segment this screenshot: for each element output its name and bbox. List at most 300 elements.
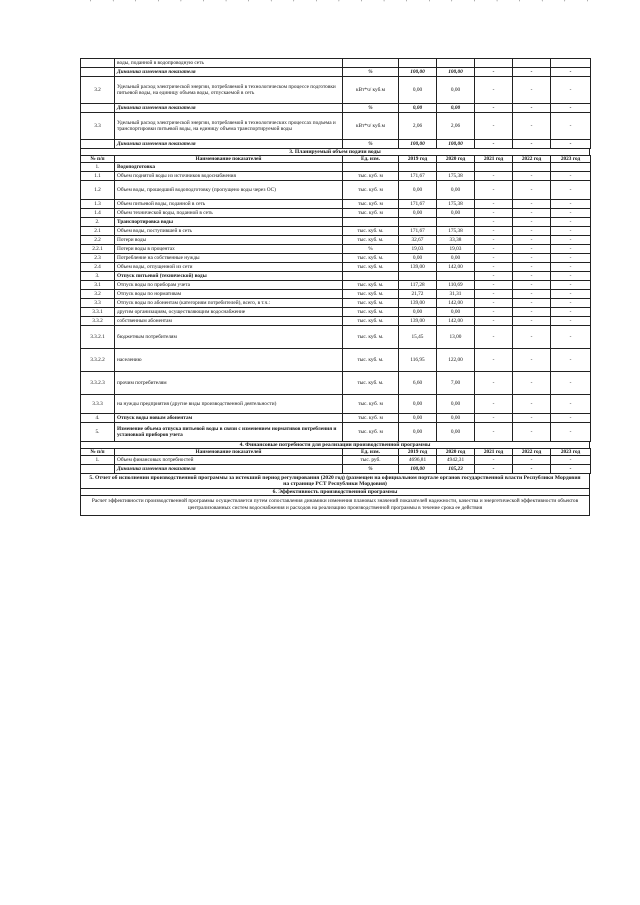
row-number: 3.3.2 [81,317,115,326]
row-name: Объем воды, прошедший водоподготовку (пропущено воды через ОС) [115,181,343,200]
row-name: Потери воды [115,236,343,245]
value-2019: 6,60 [399,372,437,395]
row-number: 3.3 [81,113,115,140]
value-2020: 13,00 [437,326,475,349]
row-unit: кВт*ч/ куб.м [343,113,399,140]
value-2019: 15,45 [399,326,437,349]
row-unit [343,218,399,227]
table-row [81,172,591,181]
row-number [81,104,115,113]
row-name: Отпуск воды по приборам учета [115,281,343,290]
row-unit: тыс. куб. м. [343,317,399,326]
top-indicators-table [80,58,591,149]
row-name: Транспортировка воды [115,218,343,227]
row-unit: тыс. куб. м. [343,308,399,317]
value-2021: - [475,140,513,149]
table-row [81,200,591,209]
value-2023: - [551,299,591,308]
value-2023: - [551,77,591,104]
value-2019: 0,00 [399,395,437,414]
value-2022 [513,59,551,68]
table-row [81,236,591,245]
table-header-row [81,449,591,456]
value-2022: - [513,254,551,263]
value-2022: - [513,68,551,77]
value-2023: - [551,263,591,272]
value-2021: - [475,245,513,254]
table-row [81,423,591,442]
row-name: Удельный расход электрической энергии, потребляемой в технологических процессах подъема и транспортировки питьевой воды, на единицу объема транспортируемой воды [115,113,343,140]
value-2022: - [513,465,551,474]
header-n: № п/п [81,449,115,456]
value-2020: 142,00 [437,299,475,308]
value-2019 [399,218,437,227]
header-2021: 2021 год [475,156,513,163]
row-number: 1. [81,456,115,465]
value-2019: 4696,81 [399,456,437,465]
value-2021 [475,163,513,172]
header-2020: 2020 год [437,156,475,163]
header-2020: 2020 год [437,449,475,456]
value-2019: 171,67 [399,227,437,236]
value-2020: 0,00 [437,181,475,200]
value-2023: - [551,140,591,149]
row-number: 4. [81,414,115,423]
planned-water-supply-table [80,155,591,442]
row-unit: тыс. куб. м. [343,299,399,308]
header-2023: 2023 год [551,449,591,456]
value-2019: 0,00 [399,308,437,317]
row-name: Отпуск воды по нормативам [115,290,343,299]
row-unit: тыс. куб. м. [343,254,399,263]
value-2021: - [475,414,513,423]
value-2022: - [513,77,551,104]
value-2019: 21,72 [399,290,437,299]
value-2020: 175,38 [437,227,475,236]
value-2019: 2,06 [399,113,437,140]
row-number: 3. [81,272,115,281]
row-unit: тыс. куб. м [343,181,399,200]
table-row [81,68,591,77]
row-name: Отпуск питьевой (технической) воды [115,272,343,281]
row-number: 3.2 [81,77,115,104]
row-unit: кВт*ч/ куб.м [343,77,399,104]
value-2023: - [551,423,591,442]
table-row [81,209,591,218]
value-2021: - [475,326,513,349]
value-2021: - [475,290,513,299]
table-row [81,317,591,326]
row-unit: % [343,465,399,474]
value-2023 [551,59,591,68]
row-number: 2. [81,218,115,227]
header-unit: Ед. изм. [343,156,399,163]
row-unit [343,59,399,68]
row-name: другим организациям, осуществляющим водоснабжение [115,308,343,317]
value-2019 [399,59,437,68]
header-2022: 2022 год [513,449,551,456]
value-2019: 100,00 [399,465,437,474]
row-number: 2.4 [81,263,115,272]
table-row [81,59,591,68]
value-2023: - [551,104,591,113]
value-2020: 175,38 [437,172,475,181]
row-name: Объем финансовых потребностей [115,456,343,465]
row-number: 1.3 [81,200,115,209]
value-2023: - [551,113,591,140]
header-2023: 2023 год [551,156,591,163]
value-2022: - [513,236,551,245]
value-2020: 0,00 [437,77,475,104]
value-2021: - [475,77,513,104]
value-2023: - [551,308,591,317]
row-number: 3.3 [81,299,115,308]
value-2020 [437,272,475,281]
value-2020: 31,31 [437,290,475,299]
value-2021: - [475,236,513,245]
value-2022: - [513,423,551,442]
value-2021: - [475,227,513,236]
value-2023: - [551,227,591,236]
row-unit: тыс. куб. м. [343,236,399,245]
row-name: Потребление на собственные нужды [115,254,343,263]
row-unit: тыс. руб. [343,456,399,465]
value-2021: - [475,372,513,395]
value-2020: 142,00 [437,317,475,326]
value-2020: 100,00 [437,140,475,149]
value-2022: - [513,414,551,423]
table-row [81,465,591,474]
row-unit: тыс. куб. м [343,200,399,209]
value-2020: 100,00 [437,68,475,77]
value-2019: 0,00 [399,181,437,200]
value-2020: 0,00 [437,104,475,113]
header-2022: 2022 год [513,156,551,163]
value-2022: - [513,395,551,414]
row-unit: тыс. куб. м. [343,281,399,290]
value-2023: - [551,290,591,299]
value-2023: - [551,395,591,414]
value-2023: - [551,254,591,263]
value-2022: - [513,349,551,372]
header-n: № п/п [81,156,115,163]
value-2021: - [475,104,513,113]
value-2019: 171,67 [399,200,437,209]
header-2019: 2019 год [399,156,437,163]
row-name: Объем воды, поступившей в сеть [115,227,343,236]
value-2022: - [513,227,551,236]
row-unit: тыс. куб. м [343,414,399,423]
document-sheet [80,58,590,516]
value-2019: 139,00 [399,263,437,272]
value-2019 [399,272,437,281]
row-number: 2.2.1 [81,245,115,254]
row-number [81,140,115,149]
value-2023: - [551,209,591,218]
value-2022: - [513,456,551,465]
value-2023: - [551,326,591,349]
value-2021: - [475,281,513,290]
row-name: Объем воды, отпущенной из сети [115,263,343,272]
row-unit [343,272,399,281]
row-name: Динамика изменения показателя [115,104,343,113]
row-unit: тыс. куб. м. [343,326,399,349]
value-2022: - [513,172,551,181]
value-2023: - [551,218,591,227]
row-name: Водоподготовка [115,163,343,172]
header-2019: 2019 год [399,449,437,456]
row-name: бюджетным потребителям [115,326,343,349]
value-2023: - [551,317,591,326]
value-2022: - [513,113,551,140]
row-number: 3.3.2.3 [81,372,115,395]
table-row [81,245,591,254]
value-2019: 117,28 [399,281,437,290]
value-2020: 19,03 [437,245,475,254]
row-number: 3.3.1 [81,308,115,317]
value-2020: 4942,31 [437,456,475,465]
row-name: Удельный расход электрической энергии, потребляемой в технологическом процессе подготовки питьевой воды, на единицу объема воды, отпускаемой в сеть [115,77,343,104]
row-number: 2.1 [81,227,115,236]
section4-title: 4. Финансовые потребности для реализации производственной программы [80,442,590,448]
value-2019: 19,03 [399,245,437,254]
value-2023: - [551,68,591,77]
value-2022: - [513,140,551,149]
value-2020: 0,00 [437,209,475,218]
row-number: 3.3.2.2 [81,349,115,372]
row-name: Динамика изменения показателя [115,140,343,149]
table-row [81,414,591,423]
row-unit: % [343,104,399,113]
value-2020 [437,163,475,172]
row-name: прочим потребителям [115,372,343,395]
value-2022: - [513,245,551,254]
table-row [81,281,591,290]
table-row [81,113,591,140]
value-2022: - [513,218,551,227]
row-unit: % [343,68,399,77]
value-2022: - [513,281,551,290]
value-2020: 0,00 [437,414,475,423]
section6-title: 6. Эффективность производственной программы [80,489,590,496]
value-2019: 0,00 [399,254,437,263]
table-row [81,104,591,113]
row-number: 2.2 [81,236,115,245]
value-2022: - [513,290,551,299]
value-2020: 0,00 [437,395,475,414]
row-number: 3.2 [81,290,115,299]
table-row [81,456,591,465]
value-2019: 139,00 [399,317,437,326]
row-unit: тыс. куб. м. [343,372,399,395]
row-number [81,465,115,474]
value-2019 [399,163,437,172]
row-name: Потери воды в процентах [115,245,343,254]
value-2023: - [551,172,591,181]
value-2021: - [475,272,513,281]
value-2020: 110,69 [437,281,475,290]
value-2022: - [513,272,551,281]
value-2021: - [475,254,513,263]
value-2020: 33,38 [437,236,475,245]
value-2022 [513,163,551,172]
value-2022: - [513,200,551,209]
value-2023: - [551,236,591,245]
row-number: 3.3.3 [81,395,115,414]
row-unit: тыс. куб. м. [343,349,399,372]
value-2021: - [475,263,513,272]
value-2019: 171,67 [399,172,437,181]
row-unit: тыс. куб. м. [343,227,399,236]
row-unit: тыс. куб. м [343,423,399,442]
row-name: Отпуск воды по абонентам (категориям потребителей), всего, в т.ч.: [115,299,343,308]
table-row [81,254,591,263]
value-2020: 105,23 [437,465,475,474]
value-2019: 0,00 [399,423,437,442]
value-2021: - [475,68,513,77]
row-unit: тыс. куб. м. [343,290,399,299]
value-2022: - [513,263,551,272]
value-2019: 116,95 [399,349,437,372]
row-name: Изменение объема отпуска питьевой воды в связи с изменением нормативов потребления и установкой приборов учета [115,423,343,442]
header-name: Наименование показателей [115,156,343,163]
table-row [81,395,591,414]
row-unit: тыс. куб. м [343,172,399,181]
value-2020: 0,00 [437,423,475,442]
section5-title: 5. Отчет об исполнении производственной программы за истекший период регулирования (2020 год) (размещен на официальном портале органов государственной власти Республики Мордовия на странице РСТ Республики Мордовия) [80,474,590,489]
section3-title: 3. Планируемый объем подачи воды [80,149,590,155]
value-2020 [437,218,475,227]
row-number [81,68,115,77]
table-row [81,77,591,104]
row-number: 1.1 [81,172,115,181]
row-unit: тыс. куб. м [343,395,399,414]
row-number: 1.4 [81,209,115,218]
value-2022: - [513,308,551,317]
value-2020: 122,00 [437,349,475,372]
section6-text: Расчет эффективности производственной программы осуществляется путем сопоставления динамики изменения плановых значений показателей надежности, качества и энергетической эффективности объектов централизованных систем водоснабжения и расходов на реализацию производственной программы в течение срока ее действия [80,496,590,516]
row-number: 1. [81,163,115,172]
table-row [81,326,591,349]
scan-artifact: ' ' ' ' ' ' ' ' ' ' ' ' ' ' ' ' ' ' ' ' ' ' ' [90,0,598,6]
table-row [81,163,591,172]
row-name: Объем технической воды, поданной в сеть [115,209,343,218]
row-name: Отпуск воды новым абонентам [115,414,343,423]
value-2023: - [551,349,591,372]
value-2021: - [475,308,513,317]
value-2022: - [513,317,551,326]
header-name: Наименование показателей [115,449,343,456]
value-2019: 100,00 [399,68,437,77]
value-2021: - [475,317,513,326]
value-2021: - [475,465,513,474]
value-2020: 175,38 [437,200,475,209]
value-2021: - [475,423,513,442]
value-2021: - [475,395,513,414]
value-2021: - [475,299,513,308]
table-row [81,218,591,227]
value-2023: - [551,245,591,254]
value-2021: - [475,349,513,372]
table-row [81,308,591,317]
value-2019: 0,00 [399,414,437,423]
row-unit [343,163,399,172]
value-2021: - [475,172,513,181]
row-number: 5. [81,423,115,442]
value-2022: - [513,104,551,113]
value-2023: - [551,465,591,474]
value-2023: - [551,200,591,209]
value-2023 [551,163,591,172]
value-2021: - [475,181,513,200]
value-2020: 142,00 [437,263,475,272]
value-2023: - [551,181,591,200]
value-2023: - [551,372,591,395]
value-2020: 0,00 [437,308,475,317]
table-row [81,140,591,149]
row-number: 1.2 [81,181,115,200]
value-2020: 2,06 [437,113,475,140]
table-row [81,290,591,299]
value-2022: - [513,181,551,200]
row-unit: % [343,140,399,149]
table-row [81,349,591,372]
value-2019: 139,00 [399,299,437,308]
value-2019: 100,00 [399,140,437,149]
value-2021: - [475,456,513,465]
header-unit: Ед. изм. [343,449,399,456]
row-unit: тыс. куб. м. [343,263,399,272]
row-number: 3.3.2.1 [81,326,115,349]
table-row [81,227,591,236]
value-2021: - [475,209,513,218]
value-2023: - [551,414,591,423]
value-2021: - [475,200,513,209]
table-header-row [81,156,591,163]
value-2023: - [551,272,591,281]
row-number [81,59,115,68]
value-2022: - [513,372,551,395]
row-number: 2.3 [81,254,115,263]
value-2023: - [551,281,591,290]
row-name: на нужды предприятия (другие виды производственной деятельности) [115,395,343,414]
value-2020 [437,59,475,68]
value-2020: 0,00 [437,254,475,263]
header-2021: 2021 год [475,449,513,456]
row-name: собственным абонентам [115,317,343,326]
row-unit: тыс. куб. м [343,209,399,218]
table-row [81,372,591,395]
financial-needs-table [80,448,591,474]
value-2019: 0,00 [399,104,437,113]
value-2021: - [475,218,513,227]
value-2021 [475,59,513,68]
table-row [81,299,591,308]
value-2020: 7,00 [437,372,475,395]
row-name: населению [115,349,343,372]
row-name: воды, поданной в водопроводную сеть [115,59,343,68]
row-name: Объем поднятой воды из источников водоснабжения [115,172,343,181]
value-2022: - [513,326,551,349]
table-row [81,272,591,281]
value-2023: - [551,456,591,465]
value-2019: 0,00 [399,77,437,104]
row-name: Динамика изменения показателя [115,68,343,77]
row-name: Объем питьевой воды, поданной в сеть [115,200,343,209]
value-2022: - [513,299,551,308]
table-row [81,263,591,272]
value-2019: 32,67 [399,236,437,245]
